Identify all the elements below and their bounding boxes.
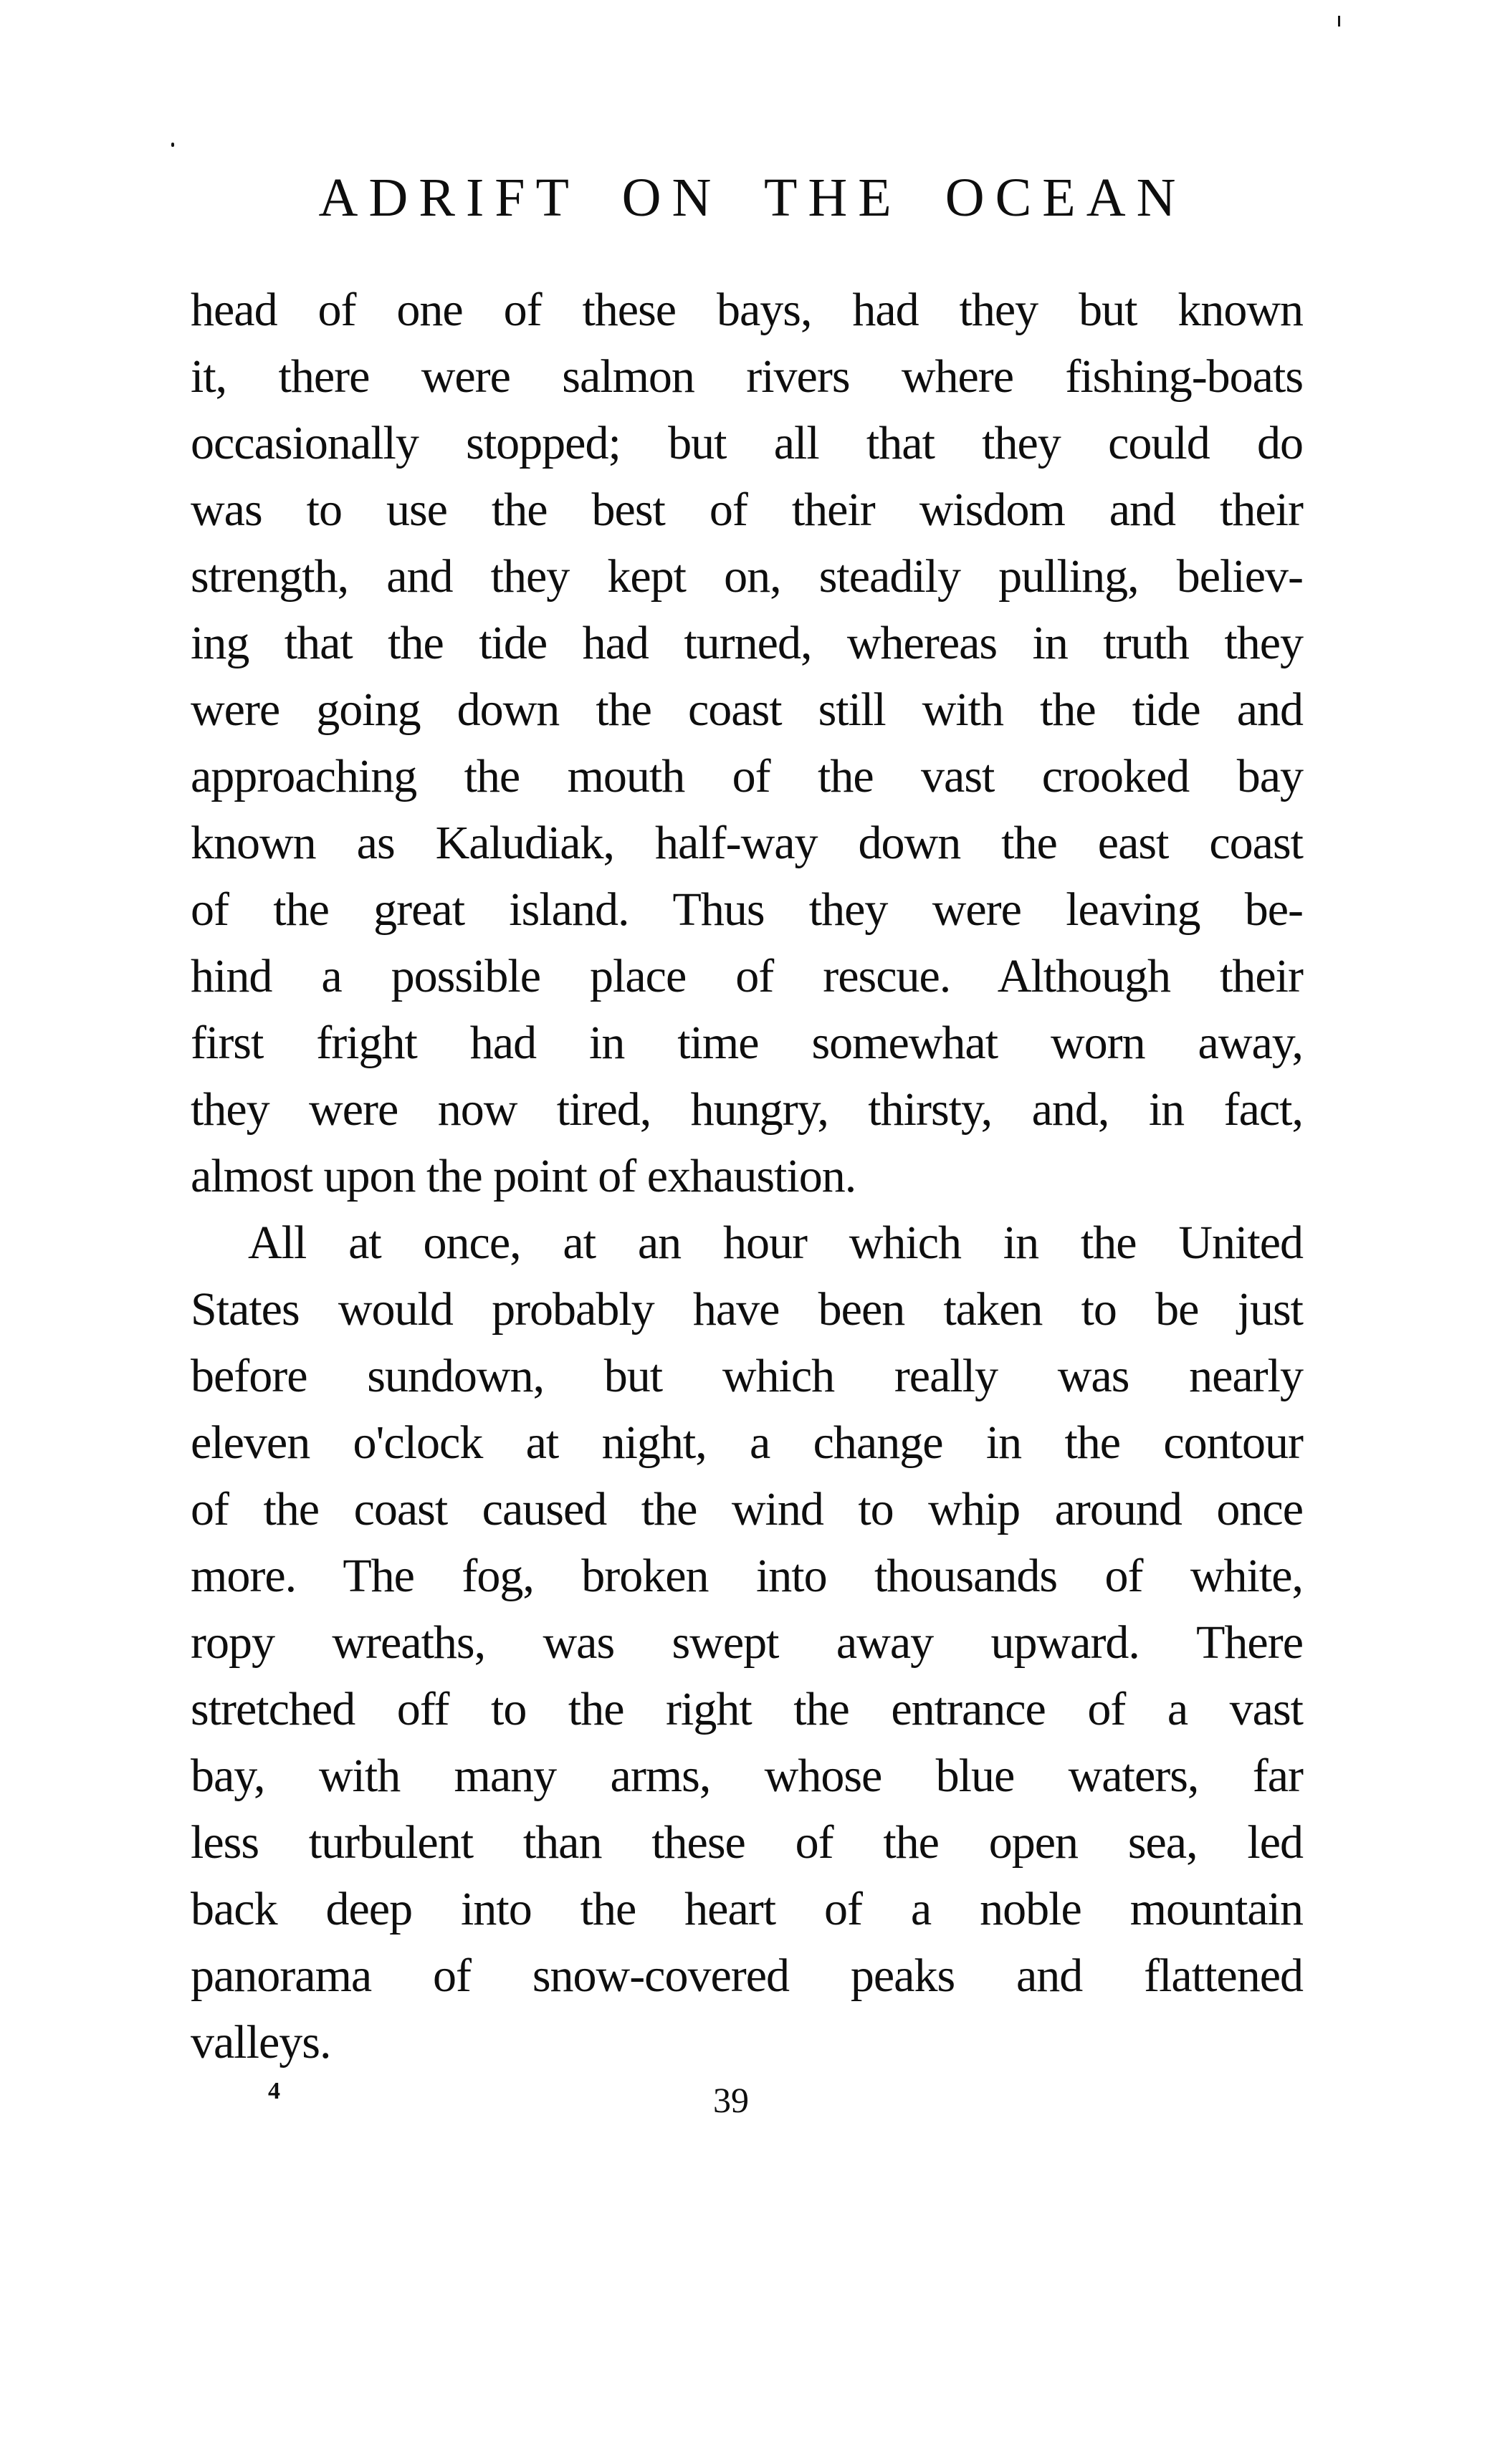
paragraph: [191, 277, 1303, 1209]
text-line: stretched off to the right the entrance of a vast: [191, 1683, 1303, 1735]
text-line: more. The fog, broken into thousands of white,: [191, 1550, 1303, 1602]
text-line: hind a possible place of rescue. Although their: [191, 950, 1303, 1002]
page-title: ADRIFT ON THE OCEAN: [318, 168, 1187, 228]
text-line: panorama of snow-covered peaks and flattened: [191, 1950, 1303, 2002]
text-line: were going down the coast still with the tide and: [191, 684, 1303, 736]
text-line: ing that the tide had turned, whereas in truth they: [191, 617, 1303, 669]
text-line: bay, with many arms, whose blue waters, far: [191, 1750, 1303, 1802]
text-line: known as Kaludiak, half-way down the east coast: [191, 817, 1303, 869]
text-line: almost upon the point of exhaustion.: [191, 1150, 856, 1202]
text-line: States would probably have been taken to be just: [191, 1283, 1303, 1336]
text-line: of the great island. Thus they were leaving be-: [191, 883, 1303, 936]
ink-speck: [171, 143, 174, 147]
text-line: ropy wreaths, was swept away upward. There: [191, 1616, 1303, 1669]
body-text: [191, 277, 1303, 2076]
text-line: occasionally stopped; but all that they could do: [191, 417, 1303, 469]
text-line: it, there were salmon rivers where fishing-boats: [191, 350, 1303, 403]
text-line: before sundown, but which really was nearly: [191, 1350, 1303, 1402]
text-line: first fright had in time somewhat worn away,: [191, 1017, 1303, 1069]
page-number: 39: [713, 2080, 749, 2120]
text-line: eleven o'clock at night, a change in the contour: [191, 1416, 1303, 1469]
text-line: approaching the mouth of the vast crooked bay: [191, 750, 1303, 802]
text-line: valleys.: [191, 2016, 331, 2068]
text-line: back deep into the heart of a noble mountain: [191, 1883, 1303, 1935]
text-line: head of one of these bays, had they but known: [191, 284, 1303, 336]
text-line: All at once, at an hour which in the United: [248, 1217, 1303, 1269]
signature-mark: 4: [268, 2078, 280, 2104]
text-line: was to use the best of their wisdom and their: [191, 484, 1303, 536]
paragraph: [191, 1209, 1303, 2076]
text-line: they were now tired, hungry, thirsty, and, in fact,: [191, 1083, 1303, 1136]
text-line: of the coast caused the wind to whip around once: [191, 1483, 1303, 1535]
text-line: less turbulent than these of the open sea, led: [191, 1816, 1303, 1869]
text-line: strength, and they kept on, steadily pulling, believ-: [191, 550, 1303, 603]
ink-tick-mark: [1338, 16, 1340, 27]
